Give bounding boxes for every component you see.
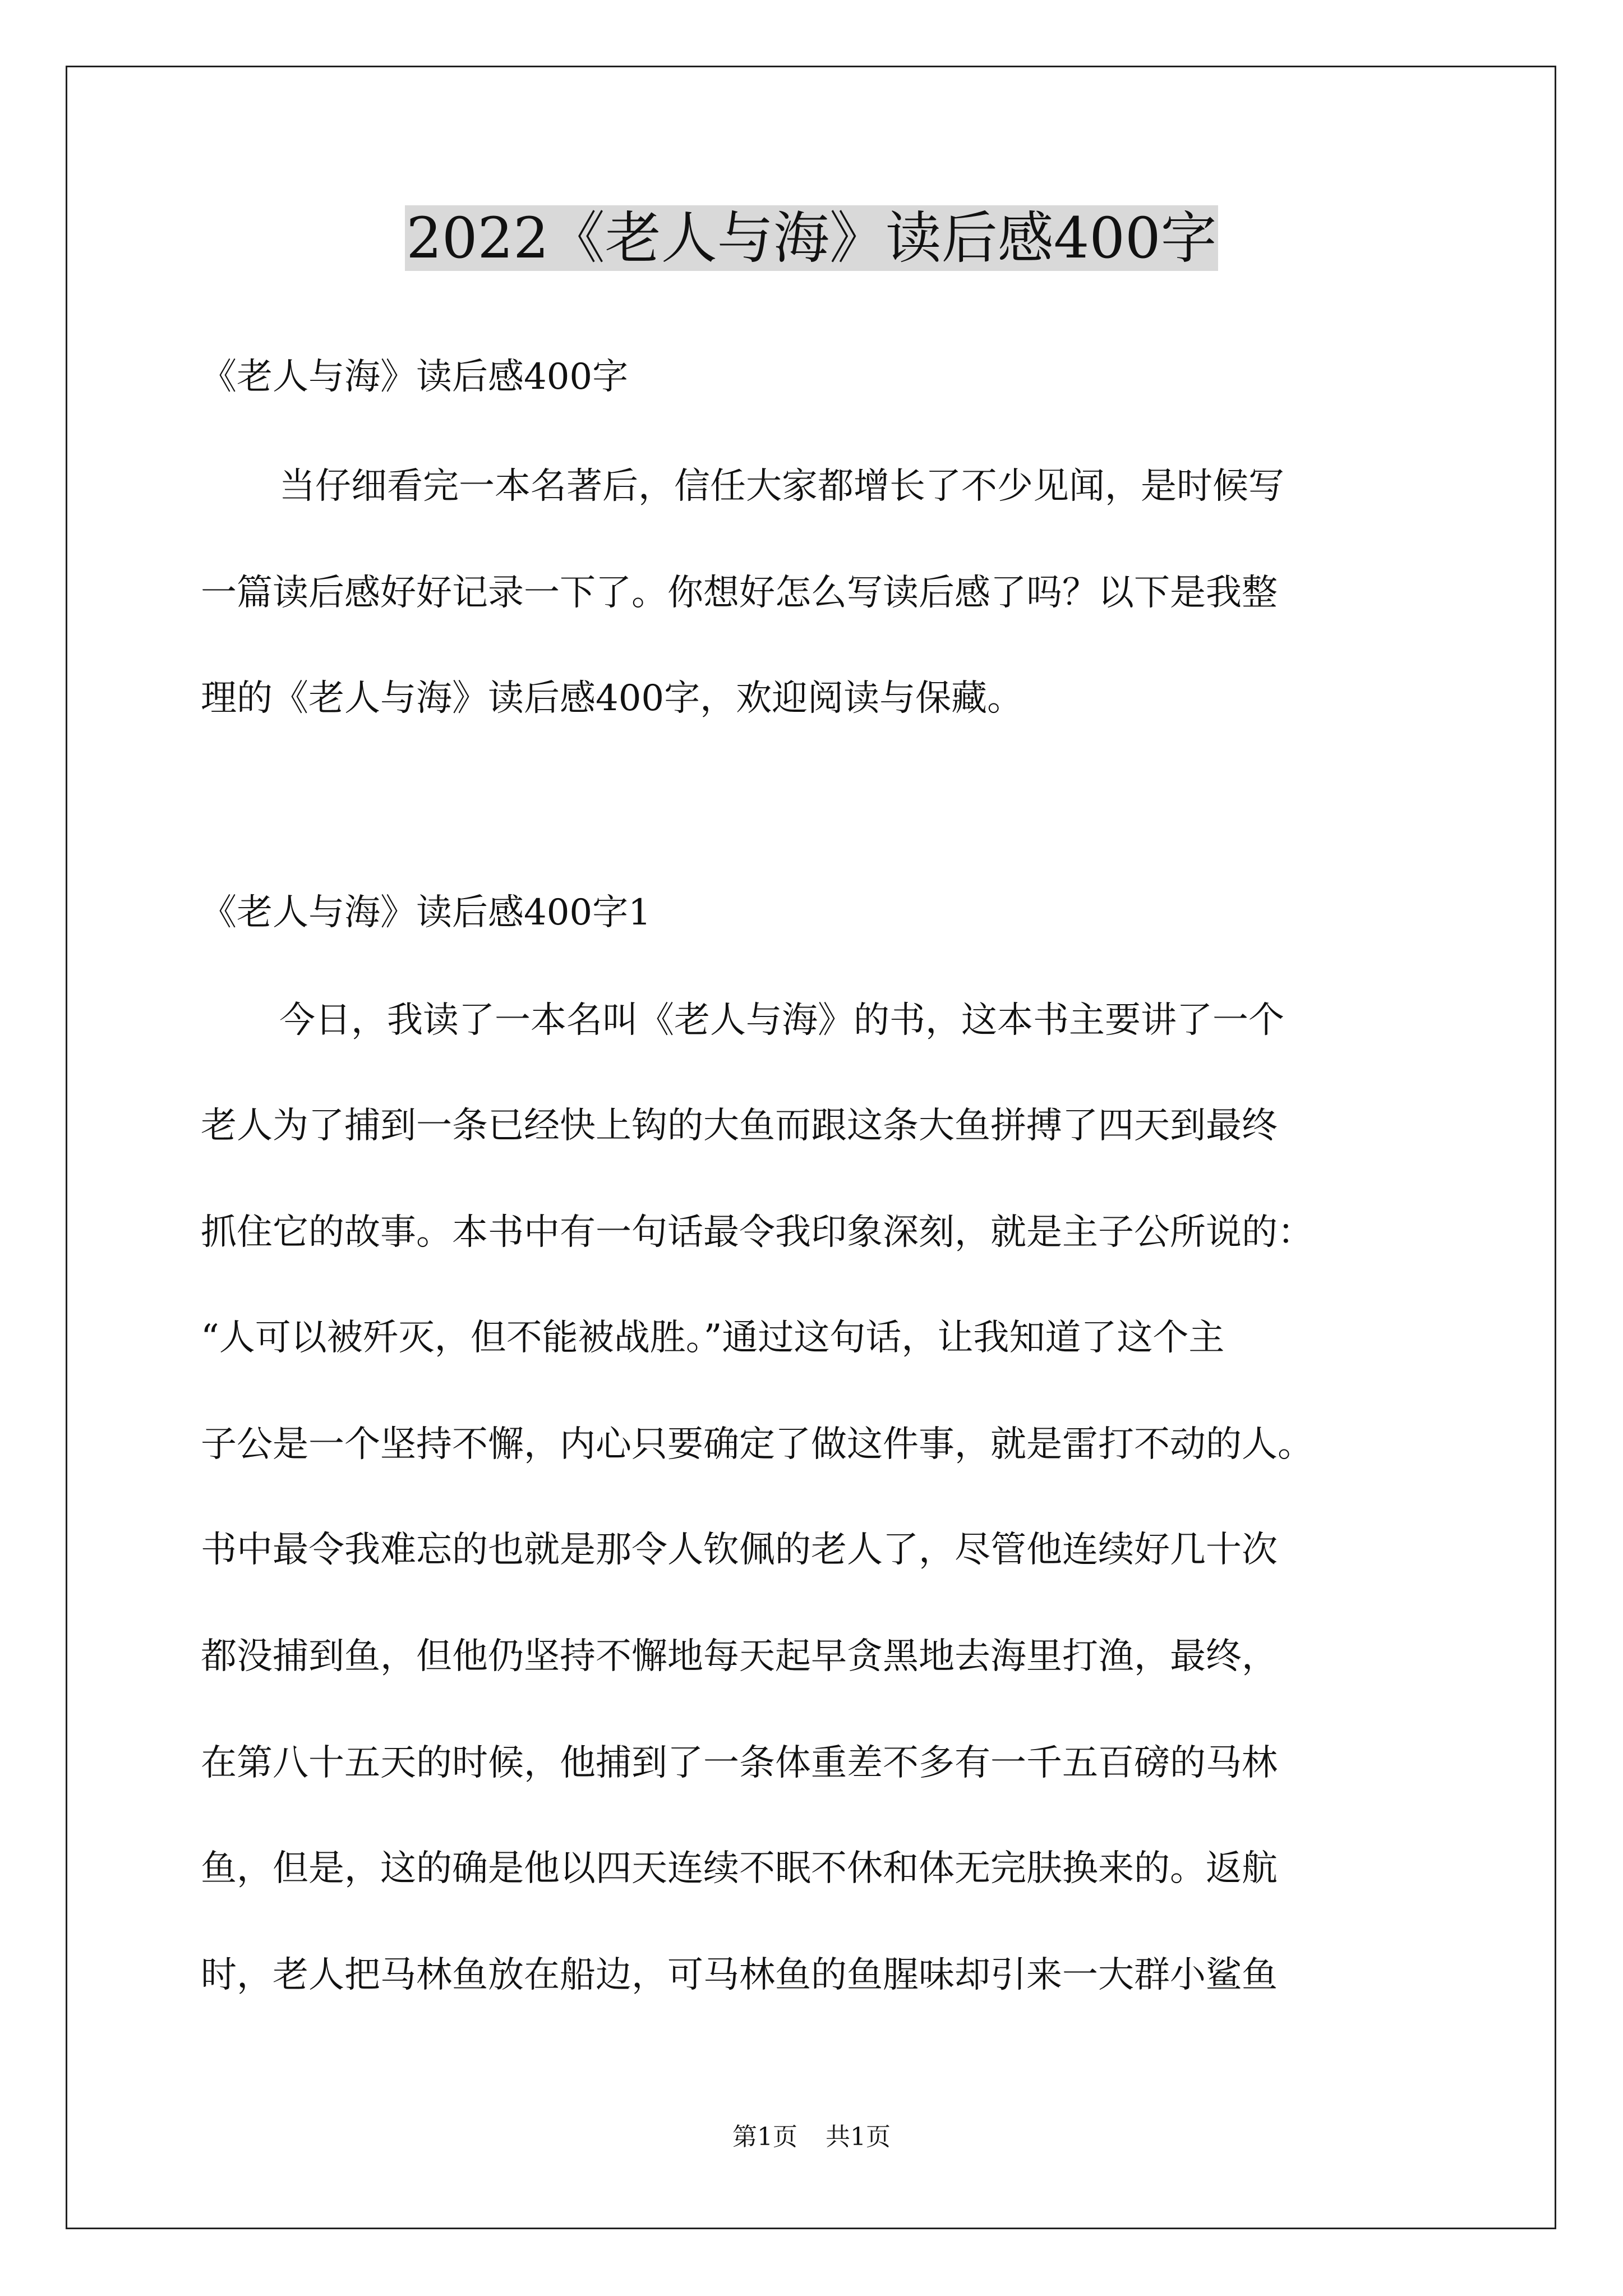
body-line: 今日，我读了一本名叫《老人与海》的书，这本书主要讲了一个 (279, 1000, 1284, 1041)
document-title-text: 2022《老人与海》读后感400字 (406, 205, 1217, 271)
body-line: 老人为了捕到一条已经快上钩的大鱼而跟这条大鱼拼搏了四天到最终 (201, 1105, 1278, 1147)
document-title (0, 199, 1623, 278)
intro-line: 当仔细看完一本名著后，信任大家都增长了不少见闻，是时候写 (279, 466, 1284, 507)
page-number: 第1页 (732, 2123, 797, 2151)
body-line: 都没捕到鱼，但他仍坚持不懈地每天起早贪黑地去海里打渔，最终， (201, 1636, 1278, 1677)
body-line: “人可以被歼灭，但不能被战胜。”通过这句话，让我知道了这个主 (201, 1317, 1225, 1359)
body-line: 子公是一个坚持不懈，内心只要确定了做这件事，就是雷打不动的人。 (201, 1424, 1313, 1465)
page-total: 共1页 (826, 2123, 891, 2151)
body-line: 时，老人把马林鱼放在船边，可马林鱼的鱼腥味却引来一大群小鲨鱼 (201, 1954, 1278, 1996)
section-heading: 《老人与海》读后感400字1 (201, 892, 651, 933)
body-line: 抓住它的故事。本书中有一句话最令我印象深刻，就是主子公所说的： (201, 1212, 1313, 1253)
body-line: 在第八十五天的时候，他捕到了一条体重差不多有一千五百磅的马林 (201, 1742, 1278, 1784)
document-subtitle: 《老人与海》读后感400字 (201, 356, 629, 398)
intro-line: 一篇读后感好好记录一下了。你想好怎么写读后感了吗？以下是我整 (201, 572, 1278, 614)
intro-line: 理的《老人与海》读后感400字，欢迎阅读与保藏。 (201, 678, 1023, 719)
body-line: 鱼，但是，这的确是他以四天连续不眠不休和体无完肤换来的。返航 (201, 1848, 1278, 1889)
page-footer (0, 2120, 1623, 2154)
body-line: 书中最令我难忘的也就是那令人钦佩的老人了，尽管他连续好几十次 (201, 1529, 1278, 1571)
